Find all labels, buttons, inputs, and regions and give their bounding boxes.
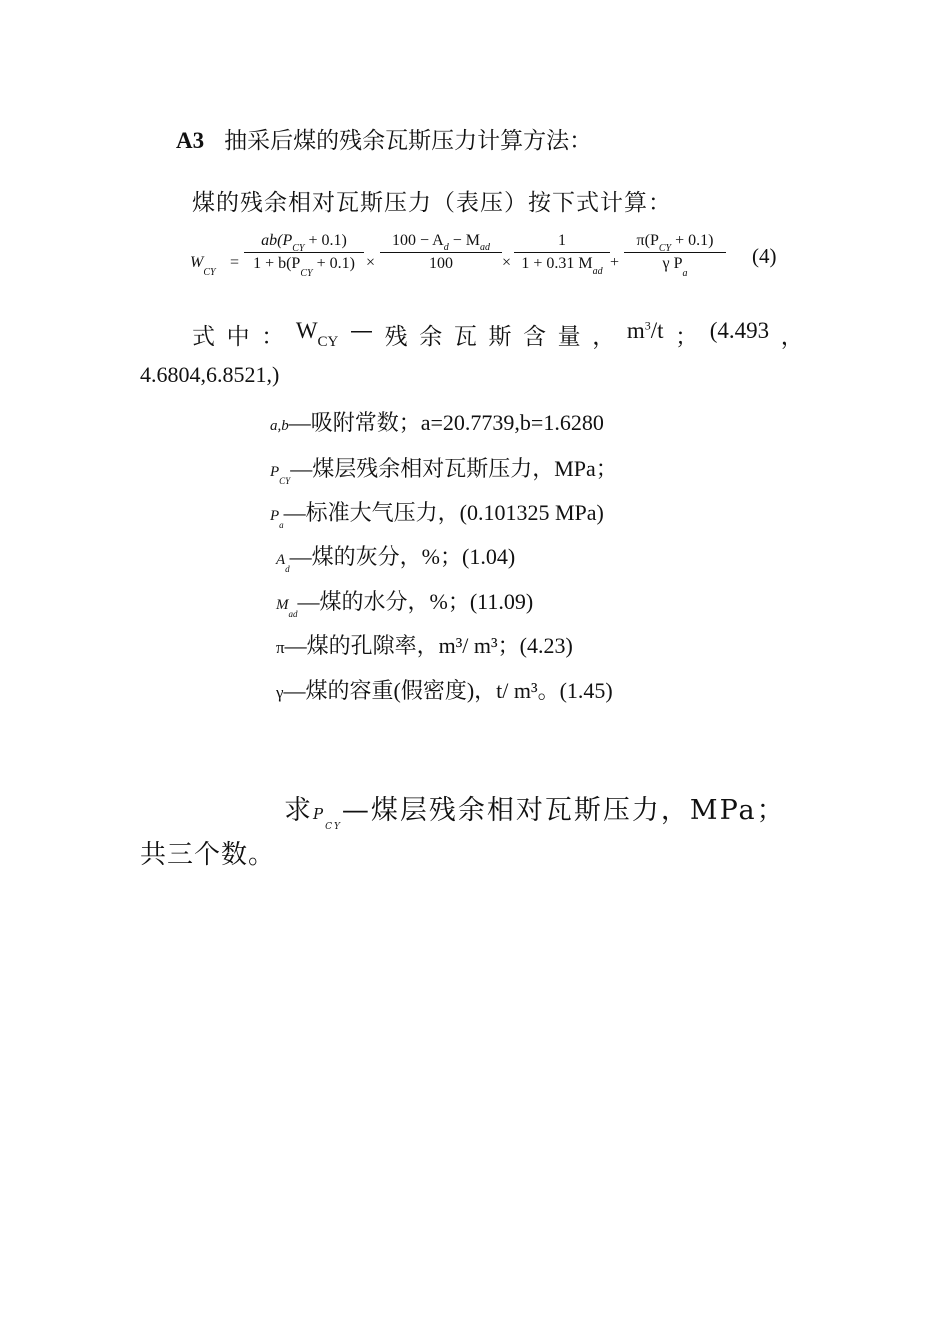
def-gamma: γ—煤的容重(假密度)，t/ m³。(1.45)	[276, 678, 613, 703]
section-number: A3	[176, 128, 205, 153]
def-mad: $M_{ad}—$煤的水分，%；(11.09)	[276, 589, 534, 619]
w-definition: 式 中 ： $W_{CY}$ — 残 余 瓦 斯 含 量 ， $m^3/t$ ； (4.493 ，	[192, 318, 804, 350]
formula-4	[190, 230, 790, 300]
def-pi: π—煤的孔隙率，m³/ m³；(4.23)	[276, 633, 573, 658]
def-ab: a,b—吸附常数；a=20.7739,b=1.6280	[270, 410, 604, 435]
question-line-1: 求$P_{CY}—$煤层残余相对瓦斯压力，MPa；	[284, 795, 786, 832]
def-pcy: $P_{CY}—$煤层残余相对瓦斯压力，MPa；	[270, 456, 618, 486]
section-title: 抽采后煤的残余瓦斯压力计算方法：	[224, 128, 593, 154]
equation-number: (4)	[752, 244, 777, 268]
def-pa: $P_a—$标准大气压力，(0.101325 MPa)	[270, 500, 604, 530]
w-definition-continuation: 4.6804,6.8521,)	[140, 362, 280, 387]
def-ad: $A_d—$煤的灰分，%；(1.04)	[276, 544, 516, 574]
section-heading	[176, 122, 592, 155]
formula-lhs: $W_{CY}$	[190, 254, 216, 278]
fraction-1: $ab(P_{CY} + 0.1)$ $1 + b(P_{CY} + 0.1)$	[244, 230, 364, 275]
formula-equals: =	[230, 254, 240, 271]
times-1: ×	[366, 254, 376, 271]
fraction-3: 1 1 + 0.31 $M_{ad}$	[514, 230, 610, 275]
fraction-2: $100 - A_d - M_{ad}$ 100	[380, 230, 502, 275]
intro-text: 煤的残余相对瓦斯压力（表压）按下式计算：	[192, 190, 672, 216]
question-line-2: 共三个数。	[140, 840, 276, 870]
times-2: ×	[502, 254, 512, 271]
plus: +	[610, 254, 620, 271]
fraction-4: $\pi(P_{CY} + 0.1)$ γ $P_a$	[624, 230, 726, 275]
